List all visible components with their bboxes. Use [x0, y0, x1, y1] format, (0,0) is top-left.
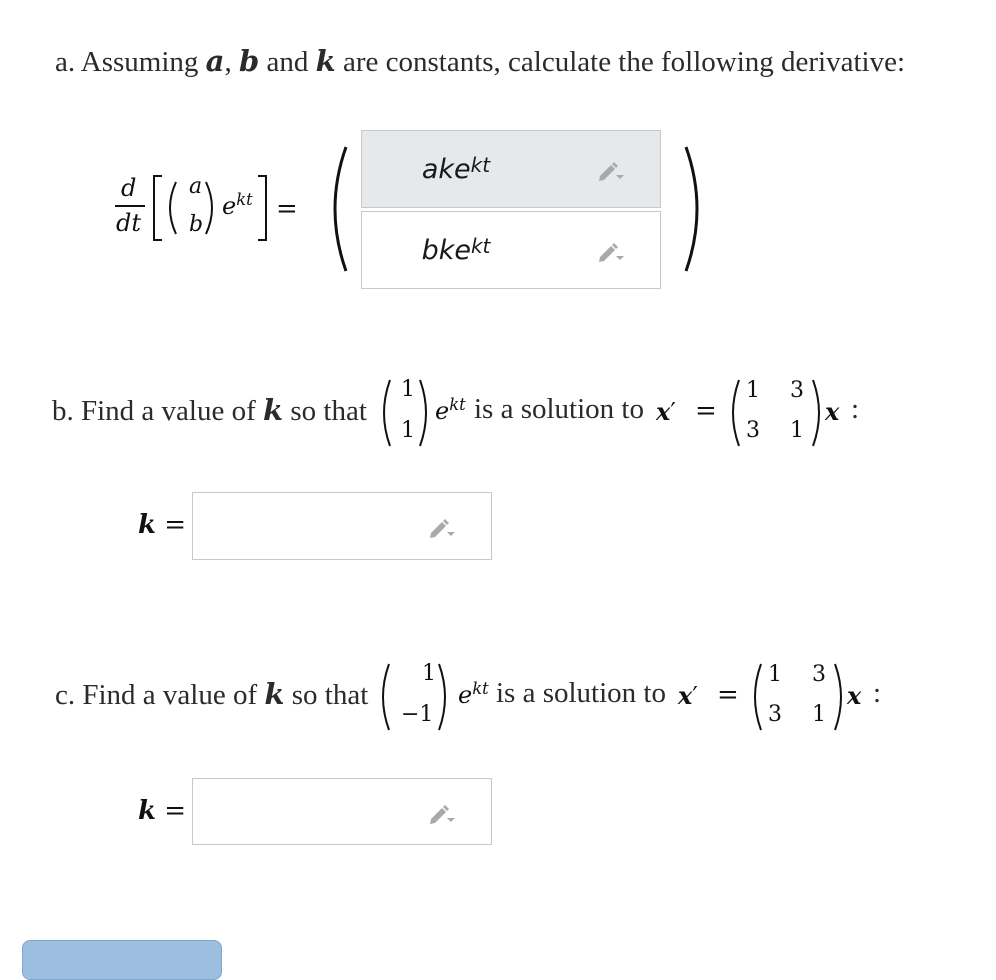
vec-entry-2: −1 [401, 702, 434, 727]
part-c-text-1-wrap [55, 677, 368, 712]
k-label [138, 796, 186, 826]
k-label [138, 510, 186, 540]
var-a: a [205, 44, 225, 78]
answer-top-base: ake [421, 153, 471, 185]
answer-box-top[interactable] [361, 130, 661, 208]
so-that-text: so that [283, 395, 367, 427]
x-var: x [656, 397, 671, 426]
k-input-b-value [193, 493, 381, 559]
matrix-cell: 1 [768, 662, 782, 687]
fraction-bar [115, 205, 145, 207]
vec-entry-2: 1 [401, 418, 415, 443]
colon: : [851, 393, 860, 425]
x-var: x [825, 397, 840, 426]
matrix-cell: 3 [768, 702, 782, 727]
equals-sign: = [164, 510, 187, 540]
right-paren [680, 145, 710, 273]
var-k: k [264, 677, 285, 711]
solution-text: is a solution to [496, 677, 666, 709]
matrix-cell: 3 [790, 378, 804, 403]
answer-bottom-value [362, 212, 550, 288]
k-input-c-value [193, 779, 381, 844]
vec-entry-1: 1 [422, 661, 436, 686]
prime-mark: ′ [692, 682, 698, 710]
equals-sign: = [717, 680, 739, 710]
exp-power: kt [236, 190, 253, 210]
part-c-text-1: c. Find a value of [55, 679, 265, 711]
answer-top-value [362, 131, 550, 207]
exp-base: e [458, 681, 473, 709]
var-k: k [263, 393, 284, 427]
so-that-text: so that [284, 679, 369, 711]
pencil-dropdown-icon[interactable] [427, 801, 457, 825]
k-symbol: k [138, 796, 157, 826]
matrix-cell: 3 [812, 662, 826, 687]
vec-entry-1: 1 [401, 377, 415, 402]
pencil-dropdown-icon[interactable] [596, 239, 626, 263]
answer-box-bottom[interactable] [361, 211, 661, 289]
matrix-cell: 1 [812, 702, 826, 727]
exp-term [435, 397, 466, 425]
equals-sign: = [164, 796, 187, 826]
solution-text: is a solution to [474, 393, 644, 425]
part-a-text-2: are constants, calculate the following derivative: [335, 46, 906, 78]
equals-sign: = [276, 194, 298, 224]
exp-power: kt [449, 395, 466, 415]
vec-b: b [189, 212, 204, 237]
var-b: b [238, 44, 260, 78]
pencil-dropdown-icon[interactable] [596, 158, 626, 182]
x-prime [678, 681, 698, 710]
submit-button[interactable] [22, 940, 222, 980]
matrix-parens [749, 660, 849, 734]
colon: : [873, 677, 882, 709]
d-symbol: d [121, 174, 137, 202]
comma: , [224, 46, 239, 78]
exp-base: e [435, 397, 450, 425]
answer-bottom-base: bke [421, 234, 471, 266]
exp-term [222, 192, 253, 220]
answer-top-exp: kt [470, 153, 491, 177]
part-a-text-1: a. Assuming [55, 46, 206, 78]
exp-power: kt [472, 679, 489, 699]
part-a-question [55, 44, 905, 79]
x-prime [656, 397, 676, 426]
matrix-cell: 1 [746, 378, 760, 403]
x-var: x [847, 681, 862, 710]
left-paren [322, 145, 352, 273]
equals-sign: = [695, 396, 717, 426]
derivative-brackets [150, 170, 280, 246]
matrix-cell: 1 [790, 418, 804, 443]
vec-a: a [189, 174, 203, 199]
matrix-parens [727, 376, 827, 450]
prime-mark: ′ [670, 398, 676, 426]
matrix-cell: 3 [746, 418, 760, 443]
k-symbol: k [138, 510, 157, 540]
pencil-dropdown-icon[interactable] [427, 515, 457, 539]
dt-symbol: dt [116, 209, 142, 237]
exp-term [458, 681, 489, 709]
k-input-b[interactable] [192, 492, 492, 560]
var-k: k [315, 44, 336, 78]
part-b-text-1-wrap [52, 393, 367, 428]
and-text: and [259, 46, 316, 78]
exp-base: e [222, 192, 237, 220]
part-b-text-1: b. Find a value of [52, 395, 264, 427]
k-input-c[interactable] [192, 778, 492, 845]
answer-bottom-exp: kt [470, 234, 491, 258]
x-var: x [678, 681, 693, 710]
